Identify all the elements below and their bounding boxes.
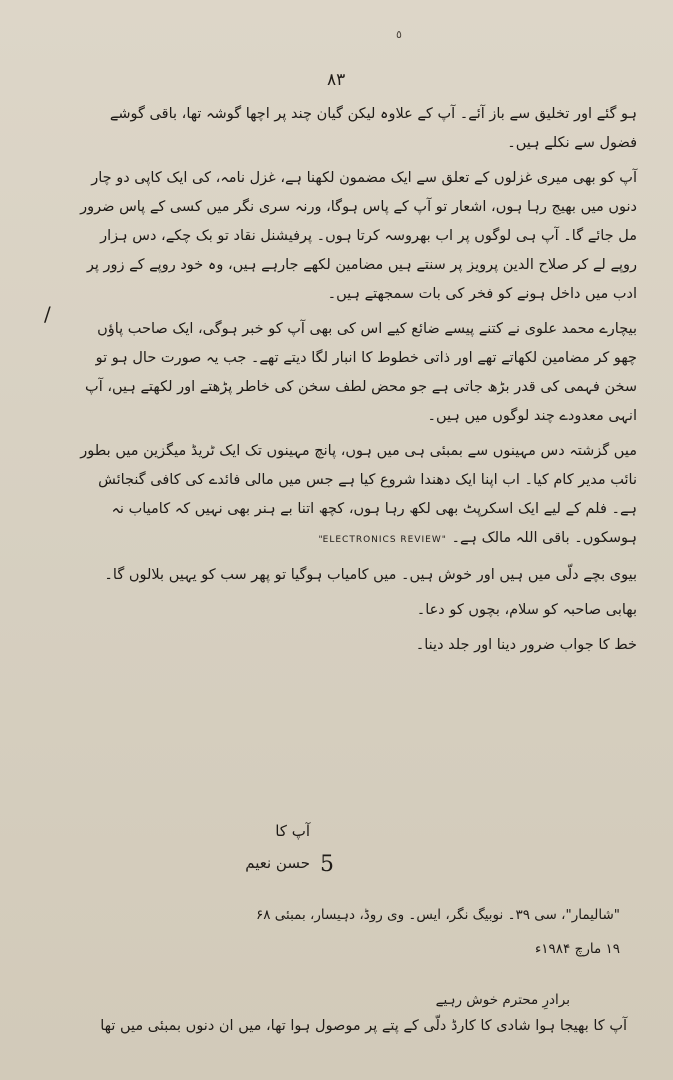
- salutation: برادرِ محترم خوش رہیے: [435, 992, 570, 1008]
- paragraph-4: [72, 437, 637, 555]
- paragraph-6: بھابی صاحبہ کو سلام، بچوں کو دعا۔: [416, 602, 637, 618]
- paragraph-2: آپ کو بھی میری غزلوں کے تعلق سے ایک مضمون لکھنا ہے، غزل نامہ، کی ایک کاپی دو چار دنوں میں بھیج رہا ہوں، اشعار تو آپ کے پاس ہوگا، ورنہ سری نگر میں کسی کے پاس ضرور مل جائے گا۔ آپ ہی لوگوں پر اب بھروسہ کرتا ہوں۔ پرفیشنل نقاد تو بک چکے، دس ہزار روپے لے کر صلاح الدین پرویز پر سنتے ہیں مضامین لکھے جارہے ہیں، وہ خود روپے کے زور پر ادب میں داخل ہونے کو فخر کی بات سمجھتے ہیں۔: [80, 170, 637, 302]
- paragraph-5: بیوی بچے دلّی میں ہیں اور خوش ہیں۔ میں کامیاب ہوگیا تو پھر سب کو یہیں بلالوں گا۔: [104, 567, 637, 583]
- page-number: ٨٣: [327, 70, 346, 90]
- margin-mark: /: [44, 302, 51, 326]
- letter-number: 5: [320, 852, 334, 877]
- address-line: "شالیمار"، سی ۳۹۔ نوبیگ نگر، ایس۔ وی روڈ، دہیسار، بمبئی ۶۸: [255, 907, 620, 923]
- closing-yours: آپ کا: [275, 822, 310, 840]
- next-letter-first-line: آپ کا بھیجا ہوا شادی کا کارڈ دلّی کے پتے پر موصول ہوا تھا، میں ان دنوں بمبئی میں تھا: [100, 1018, 627, 1034]
- paragraph-4-text: میں گزشتہ دس مہینوں سے بمبئی ہی میں ہوں، پانچ مہینوں تک ایک ٹریڈ میگزین میں بطور نائب مدیر کام کیا۔ اب اپنا ایک دھندا شروع کیا ہے جس میں مالی فائدے کی کافی گنجائش ہے۔ فلم کے لیے ایک اسکرپٹ بھی لکھ رہا ہوں، کچھ اتنا بے ہنر بھی نہیں کہ کامیاب نہ ہوسکوں۔ باقی اللہ مالک ہے۔: [80, 443, 637, 546]
- letter-body: [72, 100, 637, 666]
- page-top-mark: ٥: [396, 28, 402, 41]
- closing-block: [150, 815, 310, 879]
- letter-date: ۱۹ مارچ ۱۹۸۴ء: [534, 941, 620, 957]
- signature: حسن نعیم: [245, 854, 310, 872]
- paragraph-1: ہو گئے اور تخلیق سے باز آئے۔ آپ کے علاوہ لیکن گیان چند پر اچھا گوشہ تھا، باقی گوشے فضول سے نکلے ہیں۔: [109, 106, 637, 151]
- paragraph-3: بیچارے محمد علوی نے کتنے پیسے ضائع کیے اس کی بھی آپ کو خبر ہوگی، ایک صاحب پاؤں چھو کر مضامین لکھاتے تھے اور ذاتی خطوط کا انبار لگا دیتے تھے۔ جب یہ صورت حال ہو تو سخن فہمی کی قدر بڑھ جاتی ہے جو محض لطف سخن کی خاطر پڑھتے اور لکھتے ہیں، آپ انہی معدودے چند لوگوں میں ہیں۔: [85, 321, 637, 424]
- english-insert: "ELECTRONICS REVIEW": [318, 535, 447, 545]
- address-block: [200, 898, 620, 966]
- paragraph-7: خط کا جواب ضرور دینا اور جلد دینا۔: [415, 637, 637, 653]
